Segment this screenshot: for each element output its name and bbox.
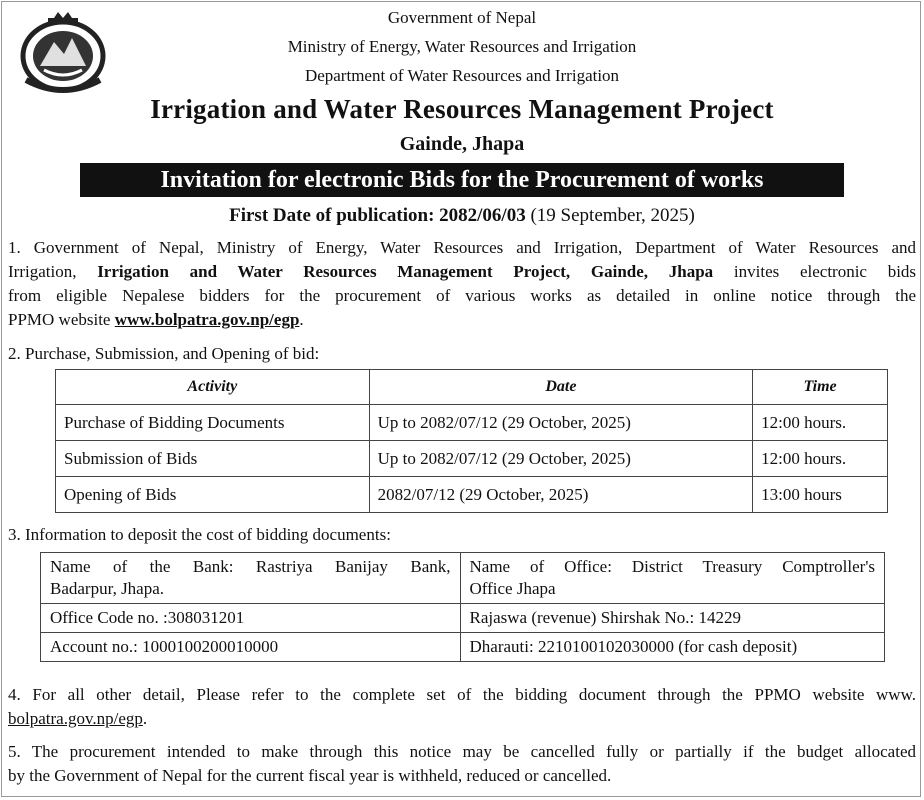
table-row — [41, 604, 885, 633]
header-activity: Activity — [56, 370, 370, 405]
header-date: Date — [369, 370, 753, 405]
header-time: Time — [753, 370, 888, 405]
activity-cell: Submission of Bids — [56, 441, 370, 477]
date-cell: 2082/07/12 (29 October, 2025) — [369, 477, 753, 513]
p1-project-name: Irrigation and Water Resources Management Project, Gainde, Jhapa — [97, 262, 714, 281]
p4-line-2-end: . — [142, 709, 148, 728]
project-title: Irrigation and Water Resources Management Project — [150, 94, 774, 124]
publication-date — [0, 205, 924, 227]
p5-line-2: by the Government of Nepal for the current fiscal year is withheld, reduced or cancelled. — [8, 766, 612, 785]
p4-line-1: 4. For all other detail, Please refer to the complete set of the bidding document through the PPMO website www. — [8, 685, 916, 704]
bank-line-2: Badarpur, Jhapa. — [50, 579, 165, 598]
p1-line-1: 1. Government of Nepal, Ministry of Energy, Water Resources and Irrigation, Department of Water Resources and — [8, 238, 916, 257]
table-row — [41, 553, 885, 604]
table-row — [41, 633, 885, 662]
schedule-table — [55, 369, 888, 513]
time-cell: 12:00 hours. — [753, 405, 888, 441]
activity-cell: Opening of Bids — [56, 477, 370, 513]
p1-line-4a: PPMO website — [8, 310, 111, 329]
paragraph-4 — [8, 683, 916, 731]
bank-name-cell — [41, 553, 461, 604]
table-row — [56, 477, 888, 513]
time-cell: 13:00 hours — [753, 477, 888, 513]
schedule-header-row — [56, 370, 888, 405]
activity-cell: Purchase of Bidding Documents — [56, 405, 370, 441]
account-cell: Account no.: 1000100200010000 — [41, 633, 461, 662]
p1-line-2a: Irrigation, — [8, 262, 77, 281]
office-code-cell: Office Code no. :308031201 — [41, 604, 461, 633]
office-name-cell — [460, 553, 885, 604]
paragraph-3: 3. Information to deposit the cost of bidding documents: — [8, 525, 391, 544]
notice-banner: Invitation for electronic Bids for the Procurement of works — [80, 163, 844, 197]
p1-line-2 — [8, 260, 916, 284]
table-row — [56, 405, 888, 441]
department-heading: Department of Water Resources and Irrigation — [304, 66, 620, 85]
ministry-heading: Ministry of Energy, Water Resources and Irrigation — [287, 37, 637, 56]
paragraph-2: 2. Purchase, Submission, and Opening of bid: — [8, 344, 320, 363]
bolpatra-link[interactable]: www.bolpatra.gov.np/egp — [114, 310, 300, 329]
rajaswa-cell: Rajaswa (revenue) Shirshak No.: 14229 — [460, 604, 885, 633]
publication-date-ad: (19 September, 2025) — [530, 205, 695, 226]
bank-line-1: Name of the Bank: Rastriya Banijay Bank, — [50, 557, 451, 576]
government-heading: Government of Nepal — [387, 8, 537, 27]
project-location: Gainde, Jhapa — [399, 133, 525, 155]
p1-line-2c: invites electronic bids — [733, 262, 917, 281]
p1-line-3: from eligible Nepalese bidders for the procurement of various works as detailed in online notice through the — [8, 286, 916, 305]
table-row — [56, 441, 888, 477]
dharauti-cell: Dharauti: 2210100102030000 (for cash deposit) — [460, 633, 885, 662]
deposit-table — [40, 552, 885, 662]
date-cell: Up to 2082/07/12 (29 October, 2025) — [369, 405, 753, 441]
office-line-2: Office Jhapa — [469, 579, 556, 598]
paragraph-5 — [8, 740, 916, 788]
date-cell: Up to 2082/07/12 (29 October, 2025) — [369, 441, 753, 477]
time-cell: 12:00 hours. — [753, 441, 888, 477]
office-line-1: Name of Office: District Treasury Comptroller's — [469, 557, 875, 576]
p1-line-4-end: . — [299, 310, 304, 329]
p4-line-2 — [8, 707, 916, 731]
bolpatra-link-2[interactable]: bolpatra.gov.np/egp — [8, 709, 143, 728]
p1-line-4 — [8, 308, 916, 332]
p5-line-1: 5. The procurement intended to make through this notice may be cancelled fully or partially if the budget allocated — [8, 742, 916, 761]
publication-label: First Date of publication: 2082/06/03 — [229, 205, 526, 226]
paragraph-1 — [8, 236, 916, 332]
